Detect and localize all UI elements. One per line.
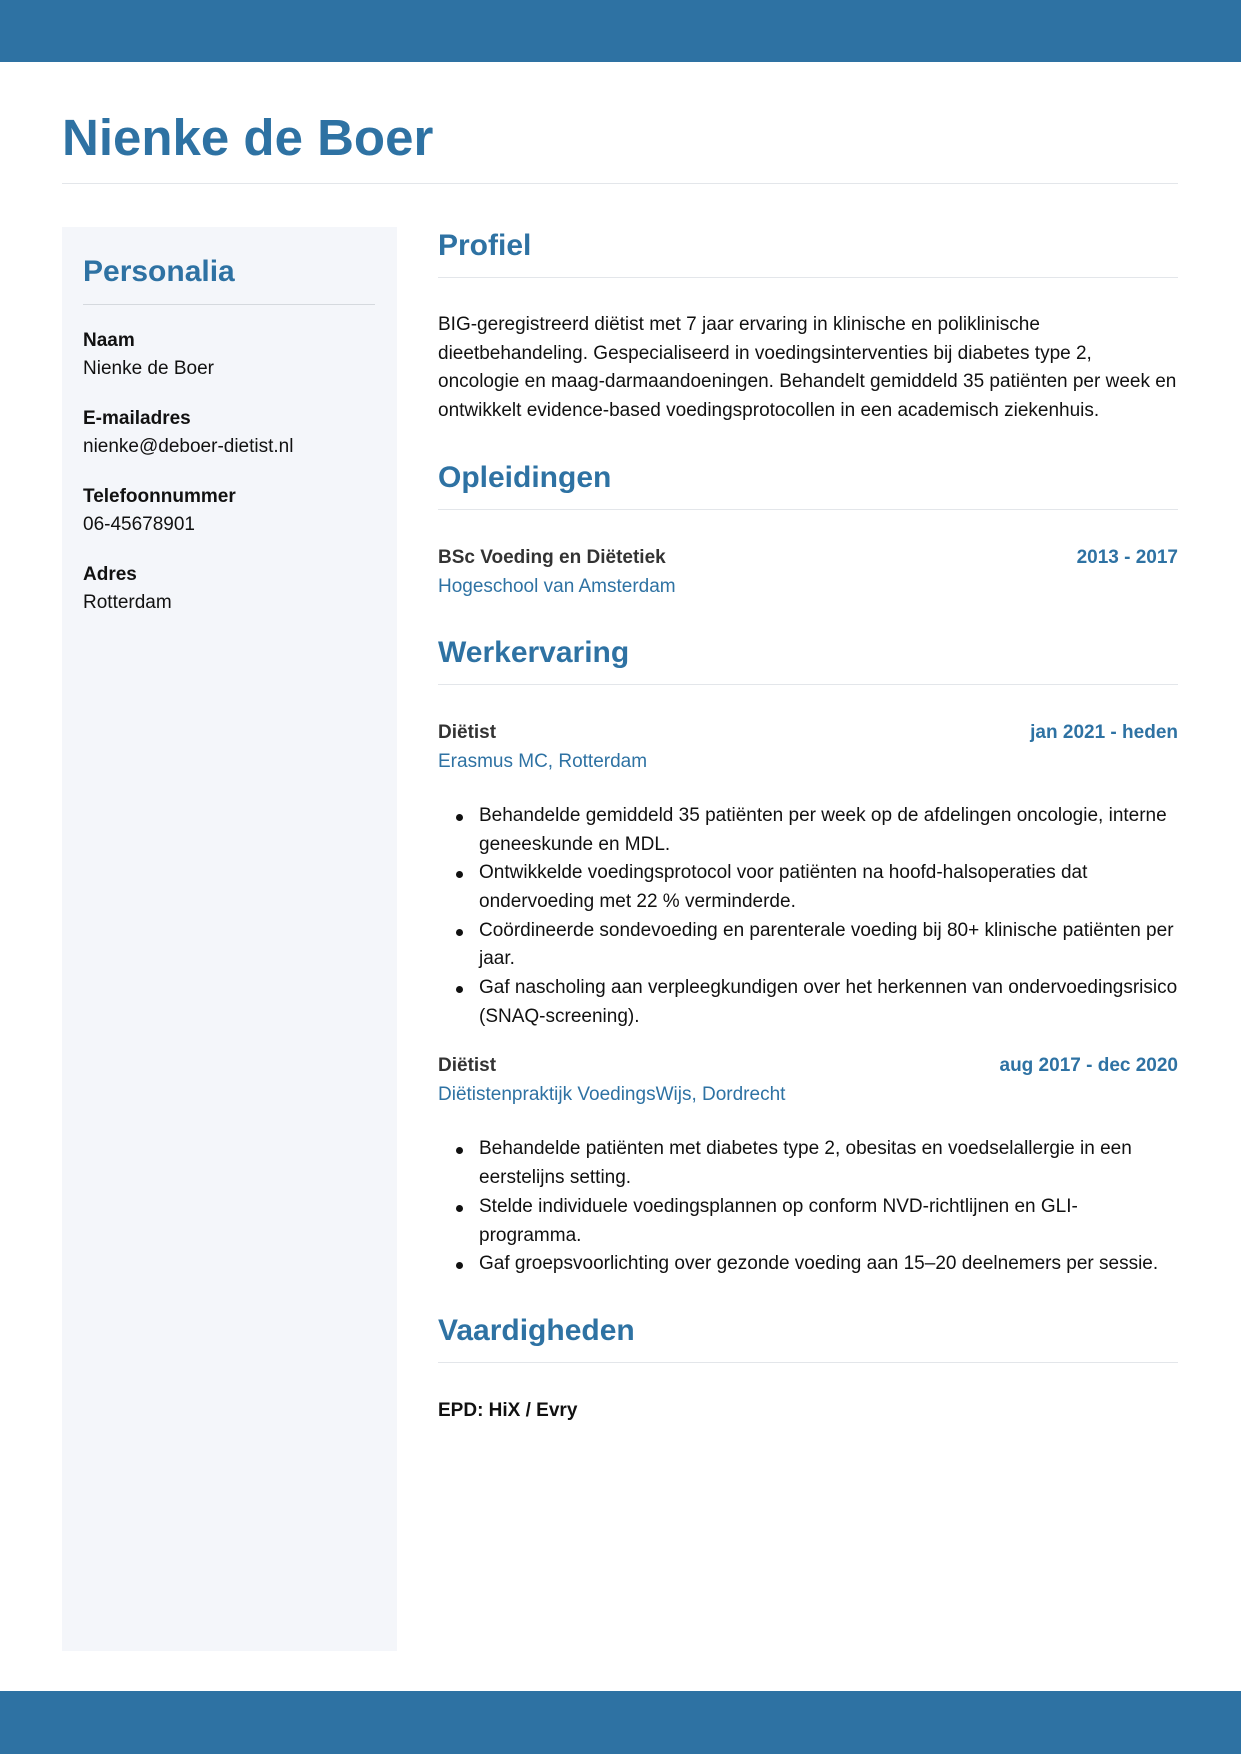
skill-item: EPD: HiX / Evry — [438, 1399, 578, 1421]
page-title: Nienke de Boer — [62, 109, 434, 166]
job-employer: Erasmus MC, Rotterdam — [438, 750, 648, 772]
job-bullets — [438, 802, 1178, 1032]
info-value: Nienke de Boer — [83, 358, 214, 379]
education-section — [438, 458, 1178, 601]
job-dates: aug 2017 - dec 2020 — [999, 1055, 1178, 1077]
job-role: Diëtist — [438, 721, 497, 743]
bottom-color-band — [0, 1691, 1241, 1754]
info-email — [83, 405, 376, 461]
top-color-band — [0, 0, 1241, 62]
info-value: nienke@deboer-dietist.nl — [83, 436, 294, 457]
job-entry — [438, 1051, 1178, 1279]
list-item: Behandelde patiënten met diabetes type 2, obesitas en voedselallergie in een eerstelijns setting. — [438, 1135, 1178, 1192]
skills-section — [438, 1311, 1178, 1425]
info-address — [83, 561, 376, 617]
section-divider — [438, 684, 1178, 685]
section-title-experience: Werkervaring — [438, 635, 630, 669]
job-bullets — [438, 1135, 1178, 1279]
entry-header — [438, 1051, 1178, 1080]
list-item: Gaf nascholing aan verpleegkundigen over het herkennen van ondervoedingsrisico (SNAQ-screening). — [438, 974, 1178, 1031]
info-value: 06-45678901 — [83, 514, 195, 535]
title-divider — [62, 183, 1178, 184]
list-item: Coördineerde sondevoeding en parenterale voeding bij 80+ klinische patiënten per jaar. — [438, 917, 1178, 974]
experience-section — [438, 633, 1178, 1279]
job-dates: jan 2021 - heden — [1030, 721, 1178, 743]
sidebar-divider — [83, 304, 375, 305]
section-divider — [438, 509, 1178, 510]
info-label: Adres — [83, 564, 137, 585]
section-title-skills: Vaardigheden — [438, 1313, 635, 1347]
info-phone — [83, 483, 376, 539]
list-item: Stelde individuele voedingsplannen op conform NVD-richtlijnen en GLI-programma. — [438, 1193, 1178, 1250]
info-label: Naam — [83, 330, 135, 351]
section-title-education: Opleidingen — [438, 460, 612, 494]
list-item: Behandelde gemiddeld 35 patiënten per week op de afdelingen oncologie, interne geneeskunde en MDL. — [438, 802, 1178, 859]
entry-header — [438, 718, 1178, 747]
school-name: Hogeschool van Amsterdam — [438, 575, 676, 597]
entry-header — [438, 543, 1178, 572]
section-divider — [438, 277, 1178, 278]
education-entry — [438, 543, 1178, 601]
degree-title: BSc Voeding en Diëtetiek — [438, 546, 666, 568]
info-name — [83, 327, 376, 383]
education-dates: 2013 - 2017 — [1076, 546, 1178, 568]
job-entry — [438, 718, 1178, 1032]
personal-info-sidebar — [62, 227, 397, 1651]
info-value: Rotterdam — [83, 592, 172, 613]
list-item: Gaf groepsvoorlichting over gezonde voeding aan 15–20 deelnemers per sessie. — [438, 1250, 1178, 1279]
main-content — [438, 226, 1178, 1457]
job-role: Diëtist — [438, 1055, 497, 1077]
info-label: E-mailadres — [83, 408, 191, 429]
profile-text: BIG-geregistreerd diëtist met 7 jaar ervaring in klinische en poliklinische dieetbehandeling. Gespecialiseerd in voedingsinterventies bij diabetes type 2, oncologie en maag-darmaandoeningen. Behandelt gemiddeld 35 patiënten per week en ontwikkelt evidence-based voedingsprotocollen in een academisch ziekenhuis. — [438, 314, 1177, 422]
sidebar-title: Personalia — [83, 255, 235, 288]
section-title-profile: Profiel — [438, 229, 532, 262]
info-label: Telefoonnummer — [83, 486, 236, 507]
list-item: Ontwikkelde voedingsprotocol voor patiënten na hoofd-halsoperaties dat ondervoeding met 22 % verminderde. — [438, 859, 1178, 916]
profile-section — [438, 226, 1178, 426]
job-employer: Diëtistenpraktijk VoedingsWijs, Dordrecht — [438, 1084, 786, 1106]
section-divider — [438, 1362, 1178, 1363]
